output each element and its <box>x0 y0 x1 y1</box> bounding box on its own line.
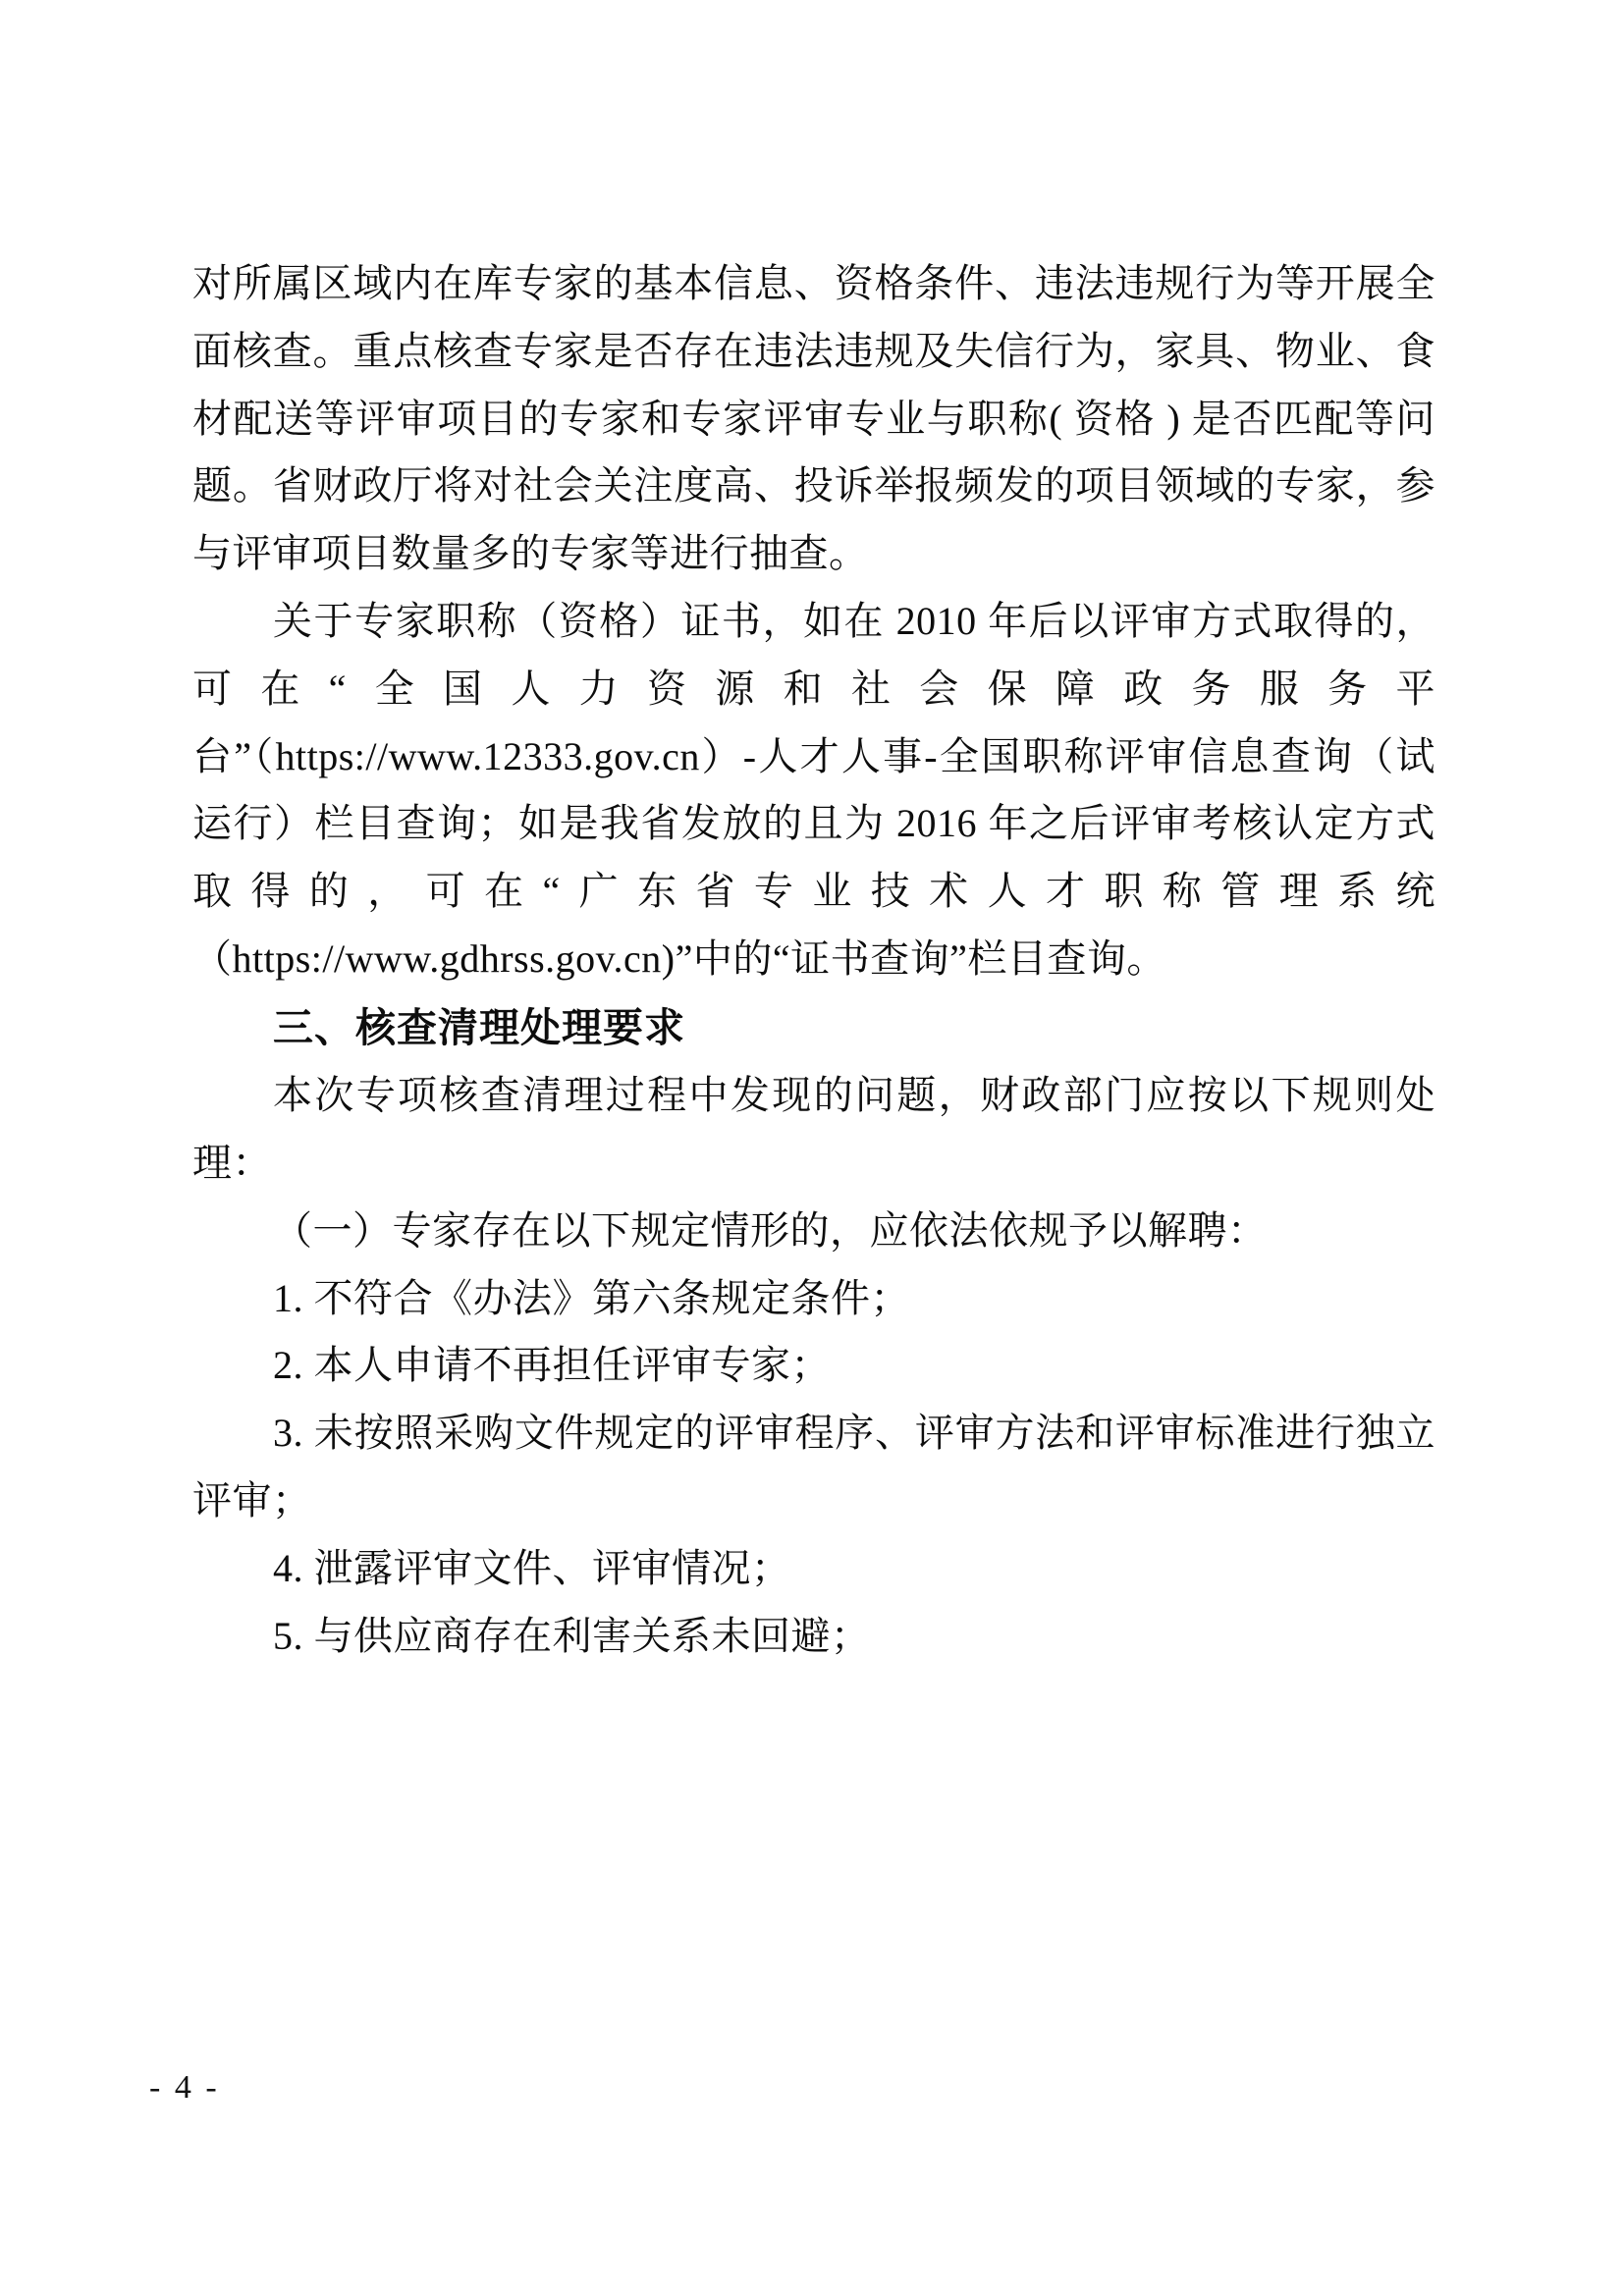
list-item-2: 2. 本人申请不再担任评审专家； <box>273 1343 831 1388</box>
document-body <box>192 250 1435 1670</box>
list-item-3: 3. 未按照采购文件规定的评审程序、评审方法和评审标准进行独立评审； <box>192 1411 1435 1523</box>
paragraph-certificate-query: 关于专家职称（资格）证书，如在 2010 年后以评审方式取得的，可在“全国人力资源和社会保障政务服务平台”（https://www.12333.gov.cn）-人才人事-全国职称评审信息查询（试运行）栏目查询；如是我省发放的且为 2016 年之后评审考核认定方式取得的，可在“广东省专业技术人才职称管理系统（https://www.gdhrss.gov.cn)”中的“证书查询”栏目查询。 <box>192 598 1435 981</box>
page-number: - 4 - <box>149 2069 220 2106</box>
heading-section-three: 三、核查清理处理要求 <box>273 1003 685 1051</box>
list-item-5: 5. 与供应商存在利害关系未回避； <box>273 1613 871 1658</box>
list-item-1: 1. 不符合《办法》第六条规定条件； <box>273 1275 910 1320</box>
paragraph-review-scope: 对所属区域内在库专家的基本信息、资格条件、违法违规行为等开展全面核查。重点核查专家是否存在违法违规及失信行为，家具、物业、食材配送等评审项目的专家和专家评审专业与职称( 资格 ) 是否匹配等问题。省财政厅将对社会关注度高、投诉举报频发的项目领域的专家，参与评审项目数量多的专家等进行抽查。 <box>192 261 1435 576</box>
list-item-4: 4. 泄露评审文件、评审情况； <box>273 1545 791 1590</box>
paragraph-handling-intro: 本次专项核查清理过程中发现的问题，财政部门应按以下规则处理： <box>192 1073 1435 1186</box>
paragraph-item-one: （一）专家存在以下规定情形的，应依法依规予以解聘： <box>273 1207 1268 1253</box>
